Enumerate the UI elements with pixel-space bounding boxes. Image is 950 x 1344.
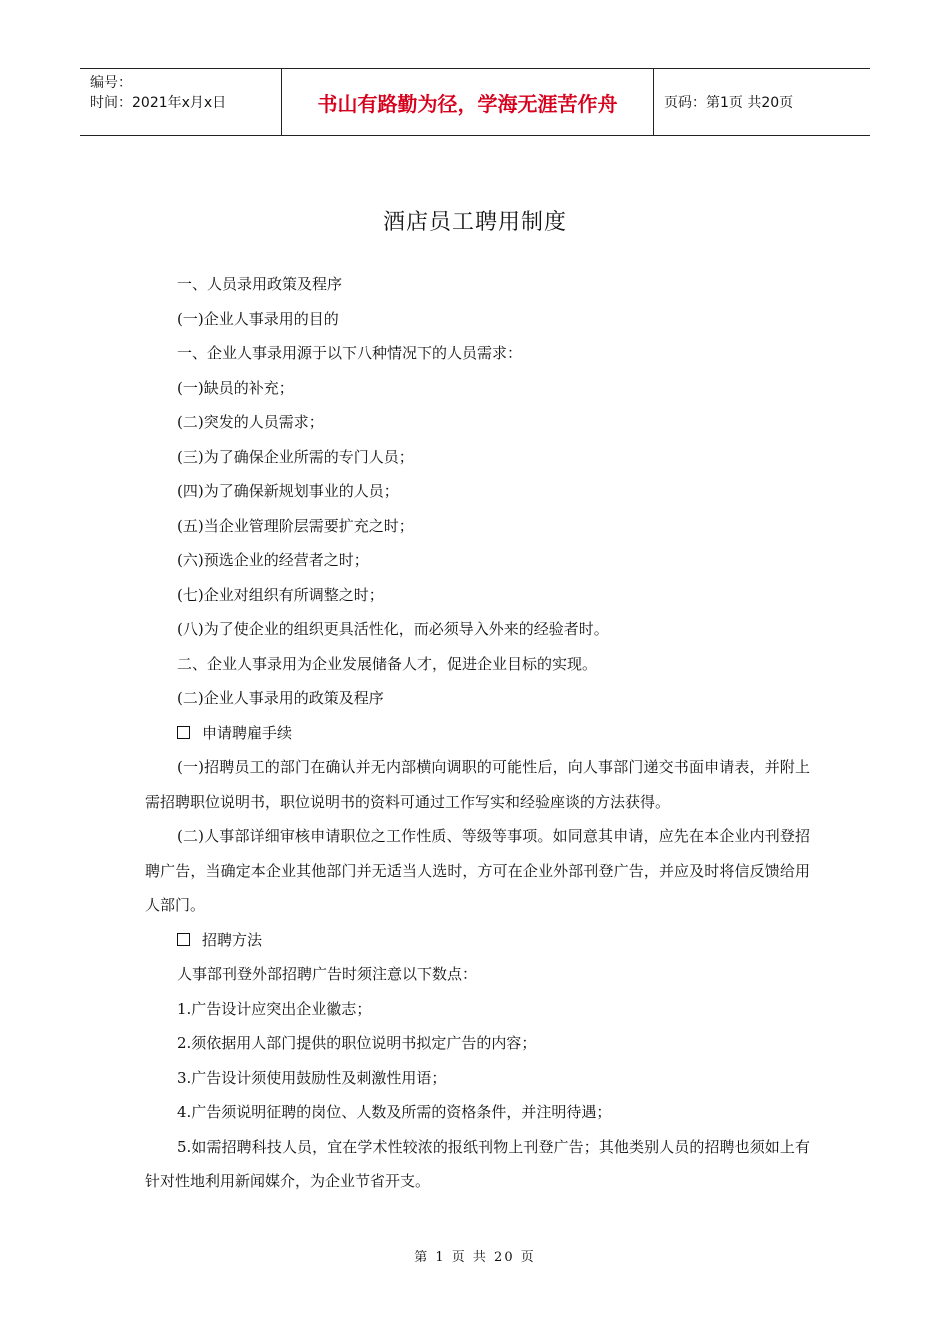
paragraph: 人事部刊登外部招聘广告时须注意以下数点：	[177, 965, 478, 983]
list-item: (四)为了确保新规划事业的人员；	[177, 482, 399, 500]
list-item: (三)为了确保企业所需的专门人员；	[177, 447, 414, 466]
checkbox-square-icon	[177, 933, 190, 946]
section-heading-with-box	[145, 716, 810, 751]
list-item: (二)突发的人员需求；	[177, 413, 324, 431]
header-motto: 书山有路勤为径，学海无涯苦作舟	[282, 69, 654, 135]
paragraph: 二、企业人事录用为企业发展储备人才，促进企业目标的实现。	[177, 654, 598, 673]
list-item: (七)企业对组织有所调整之时；	[177, 585, 384, 604]
header-meta	[80, 69, 282, 135]
list-item: 4.广告须说明征聘的岗位、人数及所需的资格条件，并注明待遇；	[177, 1103, 612, 1121]
section-heading: 申请聘雇手续	[202, 723, 293, 742]
header-page-info: 页码：第1页 共20页	[664, 95, 794, 111]
list-item: 1.广告设计应突出企业徽志；	[177, 999, 372, 1018]
list-item: 3.广告设计须使用鼓励性及刺激性用语；	[177, 1068, 447, 1087]
paragraph: (一)企业人事录用的目的	[177, 309, 339, 328]
list-item: (八)为了使企业的组织更具活性化，而必须导入外来的经验者时。	[177, 620, 609, 638]
document-date: 时间：2021年x月x日	[90, 95, 227, 111]
document-body	[145, 267, 810, 1199]
list-item: (六)预选企业的经营者之时；	[177, 551, 369, 569]
section-heading-with-box	[145, 923, 810, 958]
paragraph: (二)人事部详细审核申请职位之工作性质、等级等事项。如同意其申请，应先在本企业内刊登招聘广告，当确定本企业其他部门并无适当人选时，方可在企业外部刊登广告，并应及时将信反馈给用人部门。	[145, 827, 810, 914]
paragraph: 一、人员录用政策及程序	[177, 275, 343, 293]
paragraph: 一、企业人事录用源于以下八种情况下的人员需求：	[177, 344, 523, 362]
list-item: (一)缺员的补充；	[177, 378, 294, 397]
document-title: 酒店员工聘用制度	[382, 210, 567, 235]
paragraph: (一)招聘员工的部门在确认并无内部横向调职的可能性后，向人事部门递交书面申请表，并附上需招聘职位说明书，职位说明书的资料可通过工作写实和经验座谈的方法获得。	[145, 758, 810, 811]
checkbox-square-icon	[177, 726, 190, 739]
document-number-label: 编号：	[90, 75, 132, 91]
list-item: (五)当企业管理阶层需要扩充之时；	[177, 516, 414, 535]
list-item: 5.如需招聘科技人员，宜在学术性较浓的报纸刊物上刊登广告；其他类别人员的招聘也须如上有针对性地利用新闻媒介，为企业节省开支。	[145, 1137, 810, 1190]
paragraph: (二)企业人事录用的政策及程序	[177, 689, 384, 707]
list-item: 2.须依据用人部门提供的职位说明书拟定广告的内容；	[177, 1034, 537, 1052]
section-heading: 招聘方法	[202, 930, 263, 949]
document-header	[80, 68, 870, 136]
page-footer: 第 1 页 共 20 页	[414, 1250, 536, 1265]
